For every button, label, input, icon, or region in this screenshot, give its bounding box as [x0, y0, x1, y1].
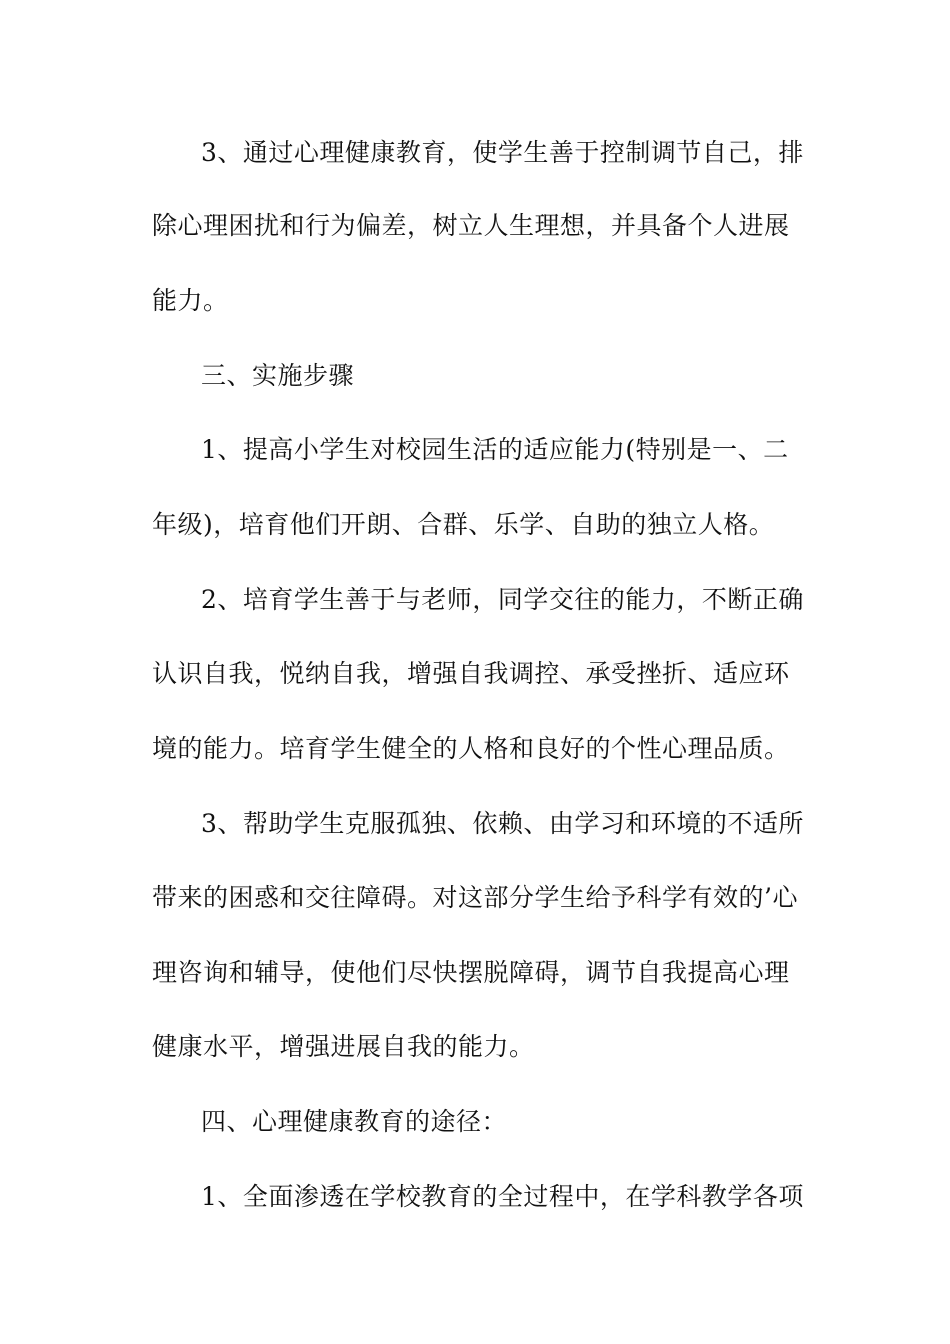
- text-line: 年级)，培育他们开朗、合群、乐学、自助的独立人格。: [152, 510, 775, 539]
- section-heading: 三、实施步骤: [201, 361, 355, 390]
- text-line: 1、提高小学生对校园生活的适应能力(特别是一、二: [201, 435, 789, 464]
- text-line: 健康水平，增强进展自我的能力。: [152, 1032, 535, 1061]
- text-line: 理咨询和辅导，使他们尽快摆脱障碍，调节自我提高心理: [152, 958, 790, 987]
- text-line: 认识自我，悦纳自我，增强自我调控、承受挫折、适应环: [152, 659, 790, 688]
- text-line: 3、通过心理健康教育，使学生善于控制调节自己，排: [201, 138, 804, 167]
- section-heading: 四、心理健康教育的途径：: [201, 1107, 508, 1136]
- text-line: 带来的困惑和交往障碍。对这部分学生给予科学有效的’心: [152, 883, 798, 912]
- text-line: 1、全面渗透在学校教育的全过程中，在学科教学各项: [201, 1182, 804, 1211]
- text-line: 3、帮助学生克服孤独、依赖、由学习和环境的不适所: [201, 809, 804, 838]
- text-line: 除心理困扰和行为偏差，树立人生理想，并具备个人进展: [152, 211, 790, 240]
- text-line: 能力。: [152, 286, 229, 315]
- text-line: 2、培育学生善于与老师，同学交往的能力，不断正确: [201, 585, 804, 614]
- text-line: 境的能力。培育学生健全的人格和良好的个性心理品质。: [152, 734, 790, 763]
